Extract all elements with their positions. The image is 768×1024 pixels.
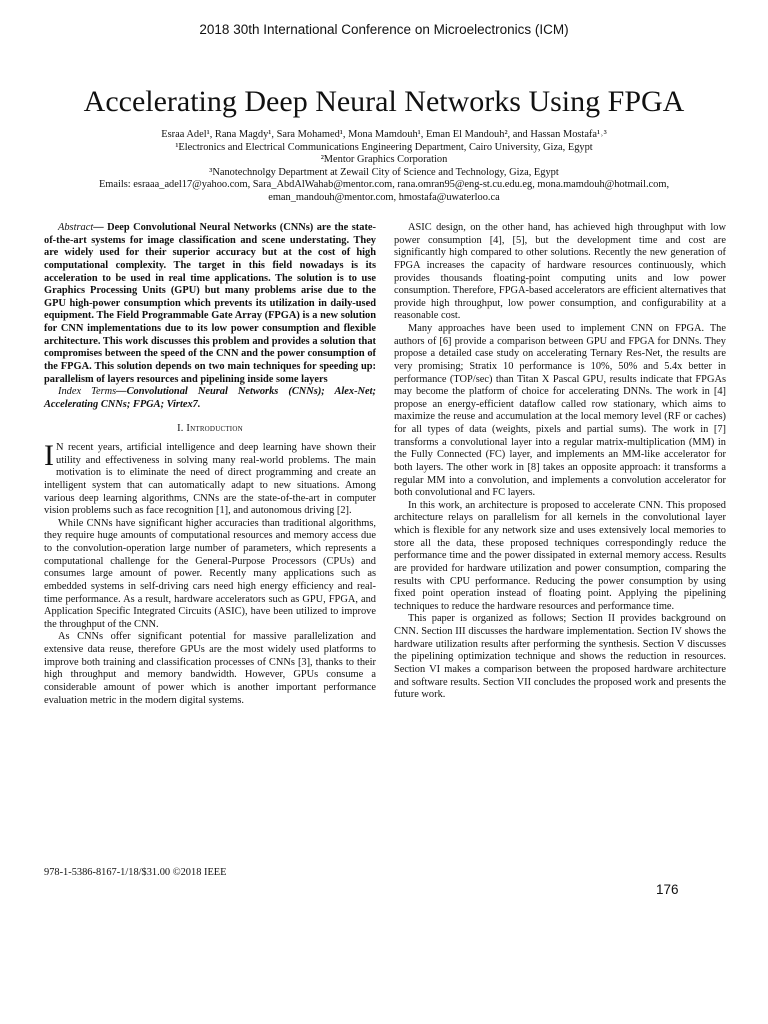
section-number: I. — [177, 423, 184, 435]
intro-paragraph-1 — [44, 439, 376, 518]
author-emails-line-2: eman_mandouh@mentor.com, hmostafa@uwaterloo.ca — [268, 191, 500, 203]
author-emails-line-1: Emails: esraaa_adel17@yahoo.com, Sara_AbdAlWahab@mentor.com, rana.omran95@eng-st.cu.edu.eg, mona.mamdouh@hotmail.com, — [98, 179, 670, 191]
paper-title: Accelerating Deep Neural Networks Using FPGA — [83, 85, 685, 118]
affiliation-3: ³Nanotechnolgy Department at Zewail City of Science and Technology, Giza, Egypt — [209, 166, 559, 178]
author-block — [40, 129, 728, 205]
right-paragraph-1: ASIC design, on the other hand, has achieved high throughput with low power consumption [4], [5], but the development time and cost are significantly high compared to other solutions. Recently the new generation of FPGA increases the capacity of hardware resources continuously, which provides thousands floating-point computing units and low power consumption. Therefore, FPGA-based accelerators are efficient alternatives that provide high throughput, low power consumption, and configurability at a reasonable cost. — [394, 222, 726, 322]
abstract-label: Abstract — [58, 222, 94, 233]
abstract — [44, 222, 376, 386]
right-paragraph-3: In this work, an architecture is proposed to accelerate CNN. This proposed architecture relays on parallelism for all kernels in the convolutional layer which is flexible for any network size and uses extensively local memories to store all the data, these proposed techniques correspondingly reduce the performance time and the power dissipated in external memory access. Results are provided for hardware utilization and power consumption, comparing the results with CPU performance. Reducing the power consumption by using fixed point operation instead of floating point. Applying the pipelining techniques to reduce the hardware resources and performance time. — [394, 499, 726, 612]
copyright-notice: 978-1-5386-8167-1/18/$31.00 ©2018 IEEE — [44, 867, 227, 878]
section-heading-introduction — [44, 423, 376, 436]
right-paragraph-4: This paper is organized as follows; Section II provides background on CNN. Section III discusses the hardware implementation. Section IV shows the hardware utilization results after performing the synthesis. Section V discusses the pipelining optimization technique and shows the reduction in resources. Section VI makes a comparison between the proposed hardware architecture and software results. Section VII concludes the proposed work and presents the future work. — [394, 613, 726, 701]
index-terms-label: Index Terms — [58, 386, 117, 398]
affiliation-1: ¹Electronics and Electrical Communications Engineering Department, Cairo University, Giza, Egypt — [175, 141, 593, 153]
page-number: 176 — [656, 882, 679, 897]
right-paragraph-2: Many approaches have been used to implement CNN on FPGA. The authors of [6] provide a comparison between GPU and FPGA for DNNs. They propose a detailed case study on accelerating Ternary Res-Net, the results are very promising; Stratix 10 performance is 10%, 50% and 5.4x better in performance (TOP/sec) than Titan X Pascal GPU, results indicate that FPGAs may become the platform of choice for accelerating DNNs. The work in [4] propose an energy-efficient dataflow called row stationary, which aims to maximize the reuse and accumulation at the local memory level (RF or caches) for all types of data (weights, pixels and partial sums). The work in [7] transforms a convolutional layer into a regular matrix-multiplication (MM) in the Fully Connected (FC) layer, and implements an MM-like accelerator for both layers. The other work in [8] takes an opposite approach: it transforms a regular MM into a convolution, and implements a convolution accelerator for both convolutional and FC layers. — [394, 323, 726, 499]
index-terms-text: —Convolutional Neural Networks (CNNs); Alex-Net; Accelerating CNNs; FPGA; Virtex7. — [44, 386, 376, 410]
section-title: Introduction — [186, 423, 243, 435]
index-terms — [44, 386, 376, 411]
intro-paragraph-1-text: N recent years, artificial intelligence and deep learning have shown their utility and effectiveness in solving many real-world problems. The main motivation is to eliminate the need of direct programming and create an intelligent system that can automatically adapt to new situations. Among various deep learning algorithms, CNNs are the state-of-the-art in computer vision problems such as face recognition [1], and autonomous driving [2]. — [44, 442, 376, 517]
drop-cap: I — [44, 439, 54, 472]
intro-paragraph-3: As CNNs offer significant potential for massive parallelization and extensive data reuse, therefore GPUs are the most widely used platforms to improve both training and classification processes of CNNs [3], thanks to their high throughput and memory bandwidth. However, GPUs consume a considerable amount of power which is another important performance evaluation metric in the modern digital systems. — [44, 631, 376, 706]
conference-header: 2018 30th International Conference on Microelectronics (ICM) — [199, 22, 569, 37]
abstract-dash: — — [93, 222, 108, 233]
author-names: Esraa Adel¹, Rana Magdy¹, Sara Mohamed¹, Mona Mamdouh¹, Eman El Mandouh², and Hassan Mostafa¹˒³ — [161, 129, 607, 140]
abstract-text: Deep Convolutional Neural Networks (CNNs) are the state-of-the-art systems for image classification and scene understating. They are widely used for their superior accuracy but at the cost of high computational complexity. The target in this field nowadays is its acceleration to be used in real time applications. The solution is to use Graphics Processing Units (GPU) but many problems arise due to the GPU high-power consumption which prevents its utilization in daily-used equipment. The Field Programmable Gate Array (FPGA) is a new solution for CNN implementations due to its low power consumption and flexible architecture. This work discusses this problem and provides a solution that compromises between the speed of the CNN and the power consumption of the FPGA. This solution depends on two main techniques for speeding up: parallelism of layers resources and pipelining inside some layers — [44, 222, 376, 385]
left-column — [44, 222, 376, 707]
affiliation-2: ²Mentor Graphics Corporation — [320, 154, 448, 166]
right-column — [394, 222, 726, 702]
intro-paragraph-2: While CNNs have significant higher accuracies than traditional algorithms, they require huge amounts of computational resources and memory access due to the convolution-operation large number of parameters, which represents a computational challenge for the General-Purpose Processors (CPUs) and consumes large amount of power. Recently many applications such as embedded systems in self-driving cars need high energy efficiency and real-time performance. As a result, hardware accelerators such as GPU, FPGA, and Application Specific Integrated Circuits (ASIC), have been utilized to improve the throughput of the CNN. — [44, 517, 376, 630]
